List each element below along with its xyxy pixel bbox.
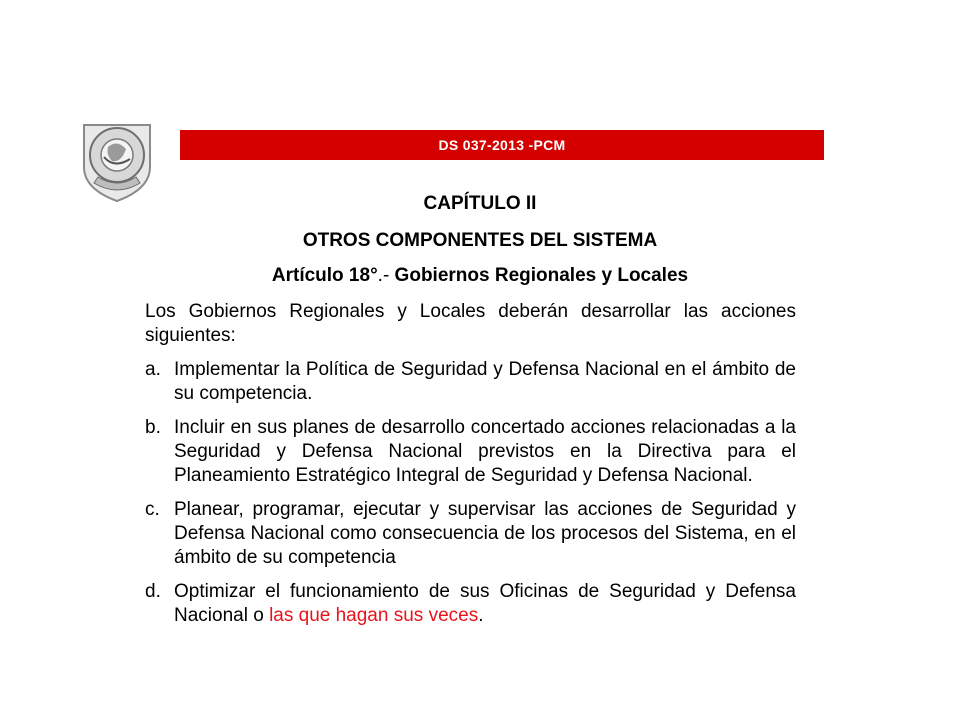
list-item-text: Planear, programar, ejecutar y supervisar las acciones de Seguridad y Defensa Nacional como consecuencia de los procesos del Sistema, en el ámbito de su competencia (174, 499, 796, 568)
list-item-text-end: . (478, 605, 484, 626)
document-reference-banner: DS 037-2013 -PCM (180, 130, 824, 160)
highlighted-phrase: las que hagan sus veces (269, 605, 479, 626)
article-heading (0, 265, 960, 287)
list-item-letter: a. (145, 359, 161, 380)
list-item (145, 498, 796, 570)
list-item-letter: d. (145, 581, 161, 602)
article-separator: .- (377, 265, 390, 286)
list-item-text: Implementar la Política de Seguridad y Defensa Nacional en el ámbito de su competencia. (174, 359, 796, 404)
chapter-title: OTROS COMPONENTES DEL SISTEMA (302, 230, 658, 251)
list-item (145, 358, 796, 406)
sedena-logo (74, 117, 160, 203)
article-body (145, 300, 796, 638)
list-item (145, 580, 796, 628)
chapter-heading: CAPÍTULO II (423, 193, 537, 214)
list-item-letter: c. (145, 499, 160, 520)
article-number: Artículo 18° (271, 265, 378, 286)
article-title: Gobiernos Regionales y Locales (389, 265, 689, 286)
list-item-text (174, 580, 796, 628)
list-item-text-plain: Optimizar el funcionamiento de sus Oficinas de Seguridad y Defensa Nacional o (174, 581, 796, 626)
sedena-seal-icon (74, 117, 160, 203)
article-intro: Los Gobiernos Regionales y Locales deberán desarrollar las acciones siguientes: (145, 301, 796, 346)
list-item-letter: b. (145, 417, 161, 438)
list-item-text: Incluir en sus planes de desarrollo concertado acciones relacionadas a la Seguridad y Defensa Nacional previstos en la Directiva para el Planeamiento Estratégico Integral de Seguridad y Defensa Nacional. (174, 417, 796, 486)
list-item (145, 416, 796, 488)
